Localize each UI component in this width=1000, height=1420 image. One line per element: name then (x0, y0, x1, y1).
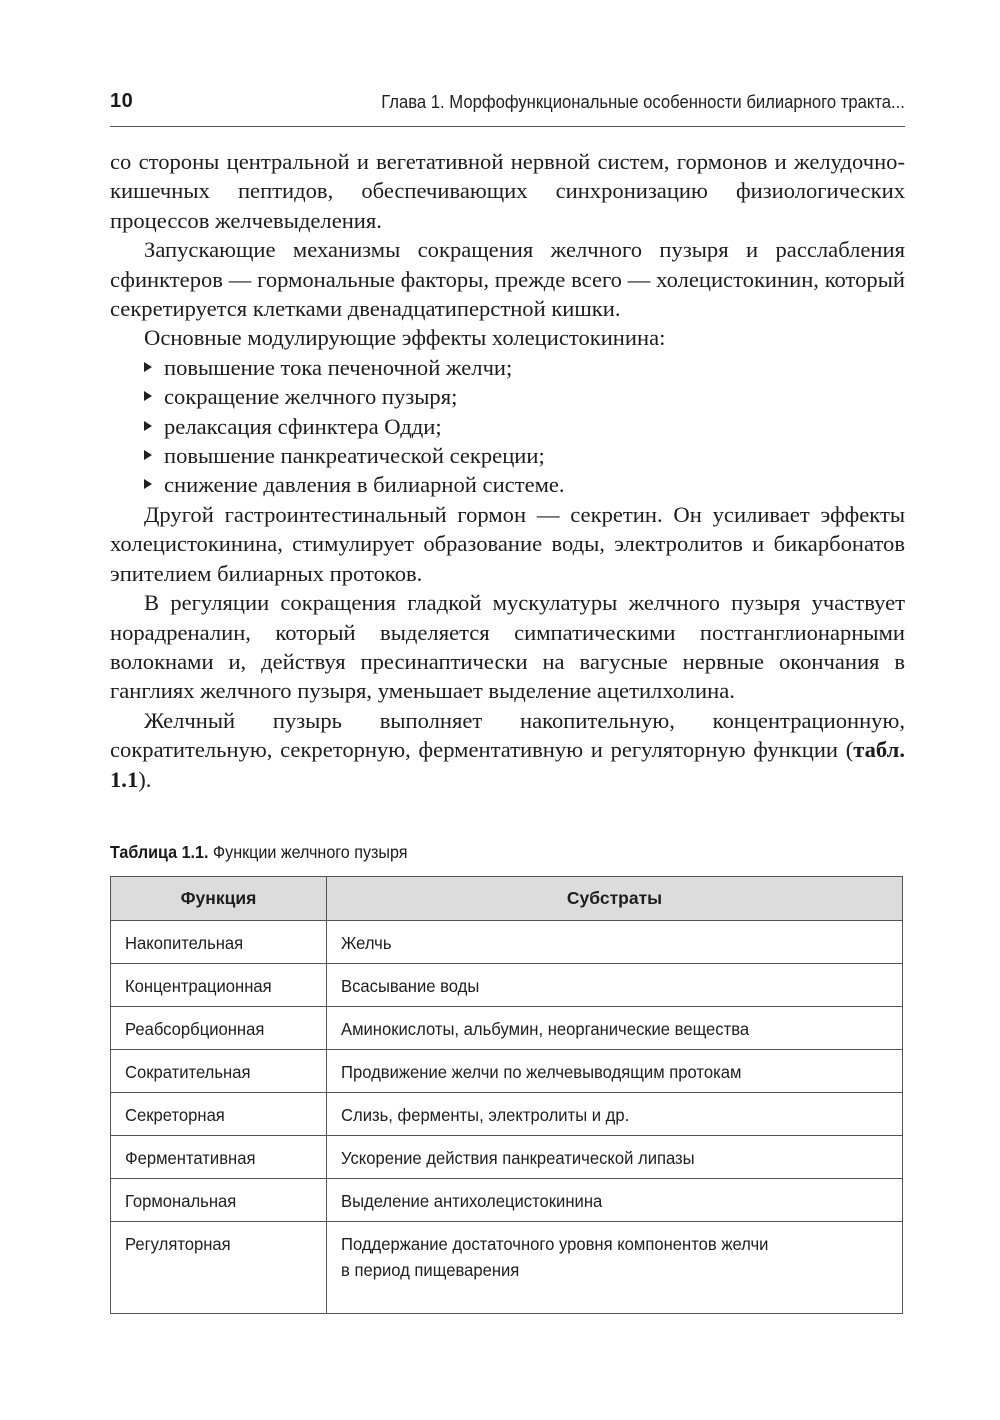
cell-text: Продвижение желчи по желчевыводящим протокам (341, 1062, 742, 1082)
function-cell (111, 1136, 327, 1179)
triangle-bullet-icon (144, 421, 152, 431)
table-row (111, 921, 903, 964)
body-text (110, 147, 905, 794)
table-row (111, 1179, 903, 1222)
column-header-function (111, 877, 327, 921)
table-header-row (111, 877, 903, 921)
cell-text: Ускорение действия панкреатической липазы (341, 1148, 695, 1168)
paragraph-gallbladder-functions (110, 706, 905, 794)
list-item (110, 353, 905, 382)
list-item-text: повышение панкреатической секреции; (164, 443, 545, 469)
list-item (110, 412, 905, 441)
table-row (111, 1007, 903, 1050)
cell-text: Гормональная (125, 1191, 237, 1211)
triangle-bullet-icon (144, 362, 152, 372)
function-cell (111, 1007, 327, 1050)
functions-text: Желчный пузырь выполняет накопительную, концентрационную, сократительную, секреторную, ферментативную и регуляторную функции ( (110, 707, 905, 763)
cell-text: Ферментативная (125, 1148, 256, 1168)
chapter-title: Глава 1. Морфофункциональные особенности билиарного тракта... (381, 91, 905, 112)
table-caption (110, 842, 841, 863)
triangle-bullet-icon (144, 450, 152, 460)
paragraph-effects-intro: Основные модулирующие эффекты холецистокинина: (144, 325, 666, 351)
paragraph-noradrenaline: В регуляции сокращения гладкой мускулатуры желчного пузыря участвует норадреналин, который выделяется симпатическими постганглионарными волокнами и, действуя пресинаптически на вагусные нервные окончания в ганглиях желчного пузыря, уменьшает выделение ацетилхолина. (110, 590, 905, 704)
cell-text: Выделение антихолецистокинина (341, 1191, 603, 1211)
paragraph-secretin: Другой гастроинтестинальный гормон — секретин. Он усиливает эффекты холецистокинина, стимулирует образование воды, электролитов и бикарбонатов эпителием билиарных протоков. (110, 501, 905, 586)
cell-text: Сократительная (125, 1062, 251, 1082)
substrate-cell (327, 921, 903, 964)
table-row (111, 1093, 903, 1136)
list-item (110, 470, 905, 499)
function-cell (111, 1179, 327, 1222)
list-item-text: сокращение желчного пузыря; (164, 384, 458, 410)
list-item-text: релаксация сфинктера Одди; (164, 413, 442, 439)
triangle-bullet-icon (144, 391, 152, 401)
substrate-cell (327, 1093, 903, 1136)
table-row (111, 1136, 903, 1179)
table-reference: табл. 1.1 (110, 737, 905, 792)
table-caption-label: Таблица 1.1. (110, 842, 209, 862)
function-cell (111, 921, 327, 964)
substrate-cell (327, 1050, 903, 1093)
triangle-bullet-icon (144, 479, 152, 489)
running-header (110, 90, 905, 127)
substrate-cell (327, 1136, 903, 1179)
column-header-label: Субстраты (566, 888, 663, 908)
table-row (111, 964, 903, 1007)
substrate-cell (327, 1007, 903, 1050)
list-item-text: снижение давления в билиарной системе. (164, 472, 565, 498)
cell-text: Аминокислоты, альбумин, неорганические вещества (341, 1019, 750, 1039)
substrate-cell (327, 1222, 903, 1314)
substrate-cell (327, 1179, 903, 1222)
column-header-label: Функция (180, 888, 257, 908)
function-cell (111, 964, 327, 1007)
cell-text: Всасывание воды (341, 976, 480, 996)
cell-text: Поддержание достаточного уровня компонентов желчи в период пищеварения (341, 1234, 769, 1280)
function-cell (111, 1050, 327, 1093)
column-header-substrates (327, 877, 903, 921)
table-caption-text: Функции желчного пузыря (208, 842, 408, 862)
table-row (111, 1050, 903, 1093)
functions-table (110, 876, 903, 1314)
function-cell (111, 1222, 327, 1314)
effects-list (110, 353, 905, 500)
function-cell (111, 1093, 327, 1136)
list-item (110, 382, 905, 411)
cell-text: Желчь (341, 933, 392, 953)
paragraph-continued: со стороны центральной и вегетативной нервной систем, гормонов и желудочно-кишечных пептидов, обеспечивающих синхронизацию физиологических процессов желчевыделения. (110, 149, 905, 233)
cell-text: Слизь, ферменты, электролиты и др. (341, 1105, 630, 1125)
paragraph-trigger-mechanisms: Запускающие механизмы сокращения желчного пузыря и расслабления сфинктеров — гормональные факторы, прежде всего — холецистокинин, который секретируется клетками двенадцатиперстной кишки. (110, 237, 905, 322)
cell-text: Реабсорбционная (125, 1019, 265, 1039)
cell-text: Концентрационная (125, 976, 272, 996)
table-row (111, 1222, 903, 1314)
cell-text: Накопительная (125, 933, 244, 953)
functions-text-tail: ). (138, 766, 152, 792)
cell-text: Регуляторная (125, 1234, 231, 1254)
substrate-cell (327, 964, 903, 1007)
page-number: 10 (110, 90, 134, 112)
list-item (110, 441, 905, 470)
cell-text: Секреторная (125, 1105, 225, 1125)
list-item-text: повышение тока печеночной желчи; (164, 354, 513, 380)
